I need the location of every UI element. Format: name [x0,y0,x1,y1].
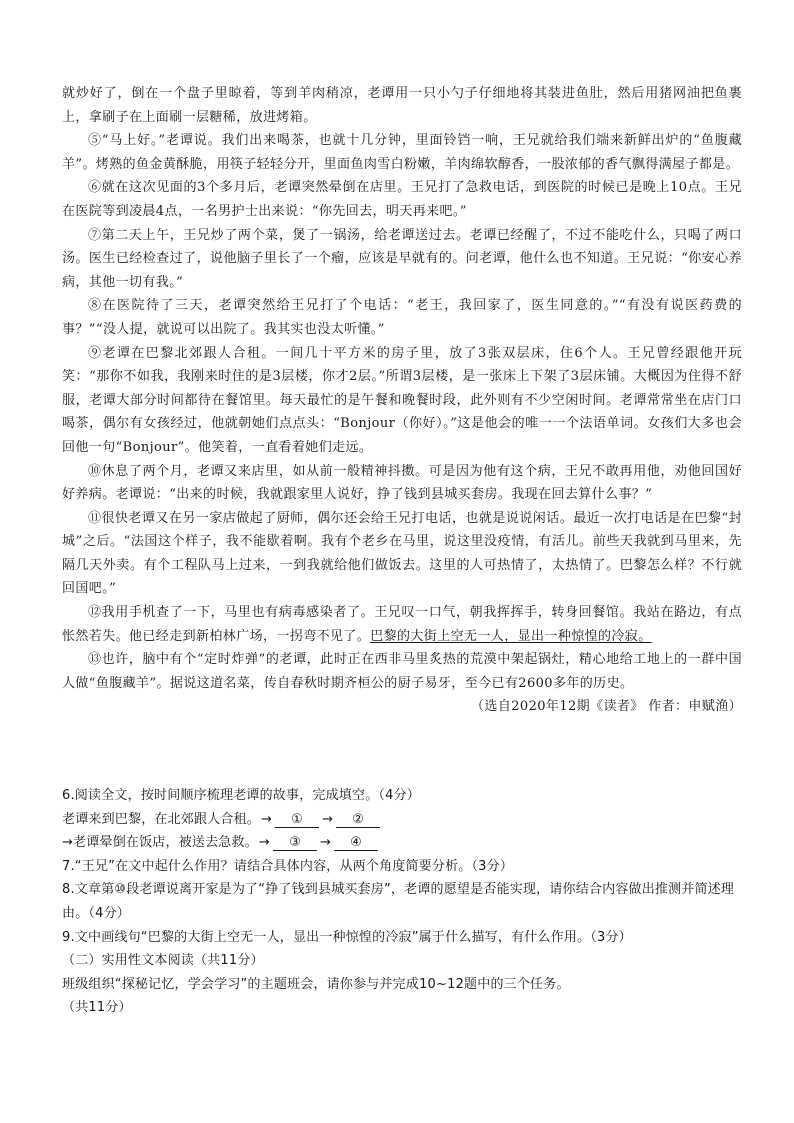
q6-line1-text: 老谭来到巴黎，在北郊跟人合租。 [62,811,261,827]
question-6-line-1 [62,808,742,832]
question-6-line-2 [62,831,742,855]
question-6: 6.阅读全文，按时间顺序梳理老谭的故事，完成填空。（4分） [62,788,420,803]
section-2-heading: （二）实用性文本阅读（共11分） [62,953,264,969]
blank-4[interactable]: ④ [334,835,378,851]
section-2-intro: 班级组织“探秘记忆，学会学习”的主题班会，请你参与并完成10~12题中的三个任务。 [62,976,570,992]
arrow-icon: → [261,811,273,827]
paragraph-13: ⑬也许，脑中有个“定时炸弹”的老谭，此时正在西非马里炙热的荒漠中架起锅灶，精心地给工地上的一群中国人做“鱼腹藏羊”。据说这道名菜，传自春秋时期齐桓公的厨子易牙，至今已有2600多年的历史。 [62,652,742,691]
blank-2[interactable]: ② [336,812,380,828]
paragraph-continued: 就炒好了，倒在一个盘子里晾着，等到羊肉稍凉，老谭用一只小勺子仔细地将其装进鱼肚，然后用猪网油把鱼裹上，拿刷子在上面刷一层糖稀，放进烤箱。 [62,86,742,125]
paragraph-6: ⑥就在这次见面的3个多月后，老谭突然晕倒在店里。王兄打了急救电话，到医院的时候已是晚上10点。王兄在医院等到凌晨4点，一名男护士出来说：“你先回去，明天再来吧。” [62,180,742,219]
section-2-score: （共11分） [62,1000,132,1016]
paragraph-9: ⑨老谭在巴黎北郊跟人合租。一间几十平方米的房子里，放了3张双层床，住6个人。王兄曾经跟他开玩笑：“那你不如我，我刚来时住的是3层楼，你才2层。”所谓3层楼，是一张床上下架了3层床铺。大概因为住得不舒服，老谭大部分时间都待在餐馆里。每天最忙的是午餐和晚餐时段，此外则有不少空闲时间。老谭常常坐在店门口喝茶，偶尔有女孩经过，他就朝她们点点头：“Bonjour（你好）。”这是他会的唯一一个法语单词。女孩们大多也会回他一句“Bonjour”。他笑着，一直看着她们走远。 [62,345,742,455]
blank-3[interactable]: ③ [273,835,317,851]
question-9: 9.文中画线句“巴黎的大街上空无一人，显出一种惊惶的冷寂”属于什么描写，有什么作用。（3分） [62,929,632,945]
paragraph-8: ⑧在医院待了三天，老谭突然给王兄打了个电话：“老王，我回家了，医生同意的。”“有没有说医药费的事？”“没人提，就说可以出院了。我其实也没太听懂。” [62,298,742,337]
question-8: 8.文章第⑩段老谭说离开家是为了“挣了钱到县城买套房”，老谭的愿望是否能实现，请你结合内容做出推测并简述理由。（4分） [62,882,735,921]
q6-line2-text: →老谭晕倒在饭店，被送去急救。 [62,835,258,851]
reading-passage [62,82,742,719]
paragraph-12-text: ⑫我用手机查了一下，马里也有病毒感染者了。王兄叹一口气，朝我挥挥手，转身回餐馆。我站在路边，有点怅然若失。他已经走到新柏林广场，一拐弯不见了。 [62,605,742,644]
paragraph-7: ⑦第二天上午，王兄炒了两个菜，煲了一锅汤，给老谭送过去。老谭已经醒了，不过不能吃什么，只喝了两口汤。医生已经检查过了，说他脑子里长了一个瘤，应该是早就有的。问老谭，他什么也不知道。王兄说：“你安心养病，其他一切有我。” [62,227,742,290]
questions-section [62,784,742,1020]
blank-1[interactable]: ① [275,812,319,828]
source-citation: （选自2020年12期《读者》 作者：申赋渔） [471,699,742,715]
paragraph-11: ⑪很快老谭又在另一家店做起了厨师，偶尔还会给王兄打电话，也就是说说闲话。最近一次打电话是在巴黎“封城”之后。“法国这个样子，我不能歇着啊。我有个老乡在马里，说这里没疫情，有活儿。前些天我就到马里来，先隔几天外卖。有个工程队马上过来，一到我就给他们做饭去。这里的人可热情了，太热情了。巴黎怎么样？不行就回国吧。” [62,510,742,597]
paragraph-12 [62,601,742,648]
underlined-sentence: 巴黎的大街上空无一人，显出一种惊惶的冷寂。 [370,628,652,644]
arrow-icon: → [258,835,270,851]
arrow-icon: → [322,811,334,827]
arrow-icon: → [320,835,332,851]
paragraph-10: ⑩休息了两个月，老谭又来店里，如从前一般精神抖擞。可是因为他有这个病，王兄不敢再用他，劝他回国好好养病。老谭说：“出来的时候，我就跟家里人说好，挣了钱到县城买套房。我现在回去算什么事？” [62,463,742,503]
paragraph-5: ⑤“马上好。”老谭说。我们出来喝茶，也就十几分钟，里面铃铛一响，王兄就给我们端来新鲜出炉的“鱼腹藏羊”。烤熟的鱼金黄酥脆，用筷子轻轻分开，里面鱼肉雪白粉嫩，羊肉绵软醇香，一股浓郁的香气飘得满屋子都是。 [62,133,742,172]
question-7: 7.“王兄”在文中起什么作用？请结合具体内容，从两个角度简要分析。（3分） [62,858,514,874]
